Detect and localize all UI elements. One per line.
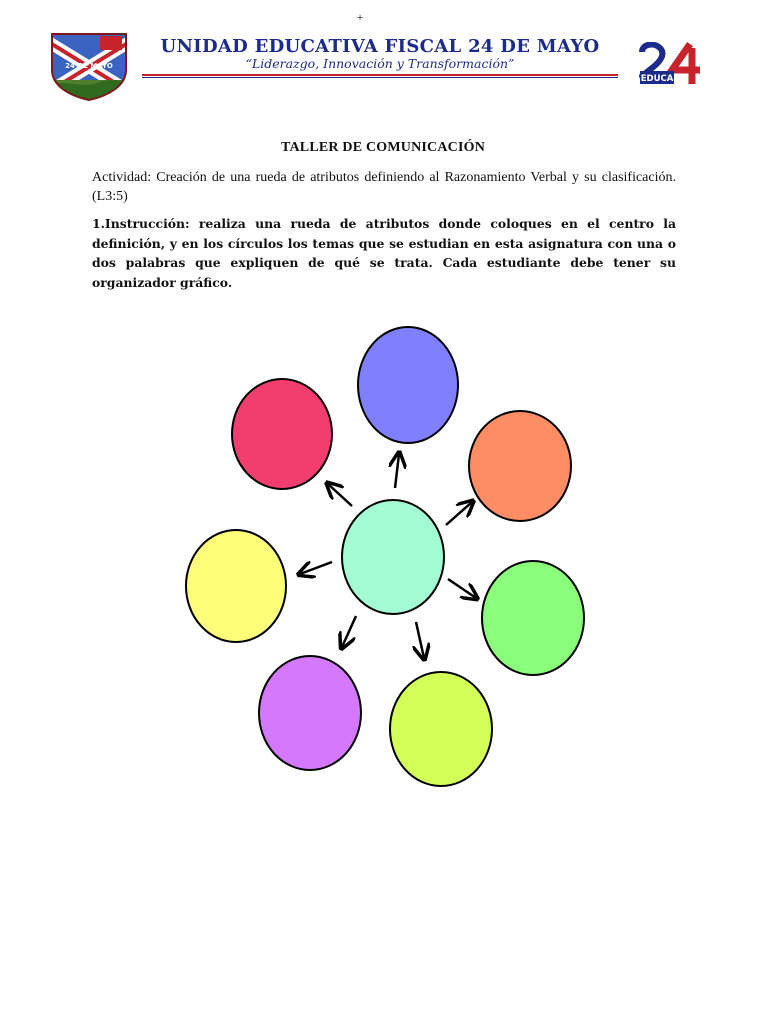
- top-plus-mark: +: [356, 10, 364, 24]
- school-motto: “Liderazgo, Innovación y Transformación”: [245, 56, 515, 71]
- attribute-wheel-diagram: [180, 322, 590, 792]
- wheel-circle-top: [358, 327, 458, 443]
- header-divider-blue: [142, 77, 618, 78]
- school-name: UNIDAD EDUCATIVA FISCAL 24 DE MAYO: [160, 36, 600, 57]
- wheel-circle-lower-right: [482, 561, 584, 675]
- arrow-to-bottom-right: [416, 622, 424, 658]
- svg-text:EDUCA: EDUCA: [640, 74, 674, 84]
- wheel-center-circle: [342, 500, 444, 614]
- wheel-circle-bottom-left: [259, 656, 361, 770]
- wheel-circle-upper-left: [232, 379, 332, 489]
- arrow-to-upper-left: [328, 484, 352, 506]
- wheel-circle-left: [186, 530, 286, 642]
- header-divider-red: [142, 74, 618, 76]
- arrow-to-lower-right: [448, 579, 476, 598]
- activity-paragraph: Actividad: Creación de una rueda de atributos definiendo al Razonamiento Verbal y su clasificación. (L3:5): [92, 170, 676, 204]
- school-crest-icon: [48, 30, 130, 102]
- arrow-to-left: [300, 562, 332, 574]
- instruction-paragraph: 1.Instrucción: realiza una rueda de atributos donde coloques en el centro la definición, y en los círculos los temas que se estudian en esta asignatura con una o dos palabras que expliquen de qué se trata. Cada estudiante debe tener su organizador gráfico.: [92, 216, 676, 290]
- wheel-circle-bottom-right: [390, 672, 492, 786]
- document-title: TALLER DE COMUNICACIÓN: [280, 140, 486, 155]
- educa-24-logo-icon: [638, 42, 710, 86]
- wheel-circle-upper-right: [469, 411, 571, 521]
- arrow-to-bottom-left: [342, 616, 356, 647]
- arrow-to-top: [395, 454, 399, 488]
- arrow-to-upper-right: [446, 502, 472, 525]
- svg-text:24 DE MAYO: 24 DE MAYO: [65, 62, 113, 70]
